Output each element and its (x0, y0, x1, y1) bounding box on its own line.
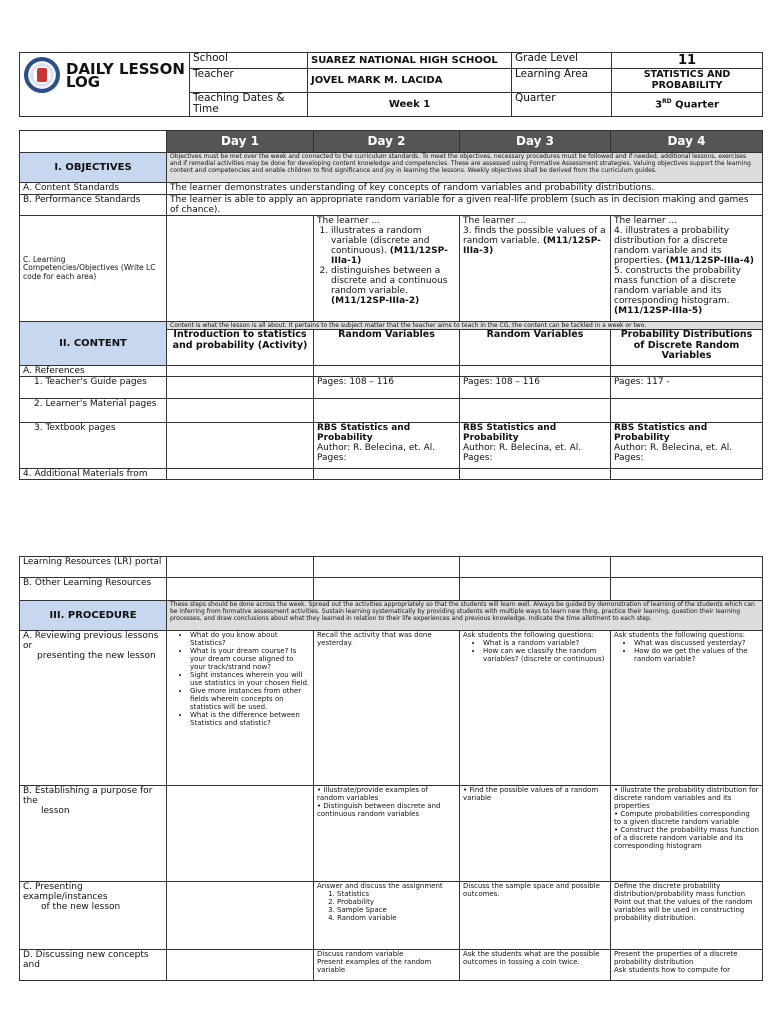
purpose-day4: • Illustrate the probability distribution for discrete random variables and its properties • Compute probabilities corresponding to a given discrete random variable • Construct the probability mass function of a discrete random variable and its corresponding histogram (611, 786, 763, 882)
learners-material-label: 2. Learner's Material pages (20, 399, 167, 423)
area-value: STATISTICS AND PROBABILITY (612, 69, 763, 93)
list-item: • What do you know about Statistics? (190, 631, 310, 647)
additional-materials-label: 4. Additional Materials from (20, 469, 167, 480)
teacher-label: Teacher (190, 69, 308, 93)
list-item: 4. Random variable (337, 914, 456, 922)
quarter-word: Quarter (671, 99, 719, 111)
reviewing-day1 (167, 631, 314, 786)
lesson-table-page2 (19, 556, 763, 981)
list-item: • Sight instances wherein you will use statistics in your chosen field. (190, 671, 310, 687)
quarter-value (612, 93, 763, 117)
document-title-line2: LOG (66, 73, 101, 91)
grade-label: Grade Level (512, 53, 612, 69)
list-item: • What is a random variable? (483, 639, 607, 647)
list-item: • How can we classify the random variables? (discrete or continuous) (483, 647, 607, 663)
day3-header: Day 3 (460, 131, 611, 153)
performance-standards-text: The learner is able to apply an appropriate random variable for a given real-life problem (such as in decision making and games of chance). (167, 195, 763, 216)
competency-item: 1. illustrates a random variable (discrete and continuous). (M11/12SP-IIIa-1) (331, 226, 456, 266)
purpose-day2: • Illustrate/provide examples of random variables • Distinguish between discrete and continuous random variables (314, 786, 460, 882)
objectives-note: Objectives must be met over the week and connected to the curriculum standards. To meet the objectives, necessary procedures must be followed and if needed, additional lessons, exercises and if remedial activities may be done for developing content knowledge and competencies. These are assessed using Formative Assessment strategies. Valuing objectives support the learning content and competencies and enable children to find significance and joy in learning the lessons. Weekly objectives shall be derived from the curriculum guides. (167, 153, 763, 183)
quarter-label: Quarter (512, 93, 612, 117)
presenting-day3: Discuss the sample space and possible outcomes. (460, 882, 611, 950)
corner-cell (20, 131, 167, 153)
content-day4: Probability Distributions of Discrete Random Variables (611, 330, 763, 366)
content-standards-text: The learner demonstrates understanding of key concepts of random variables and probability distributions. (167, 183, 763, 195)
dates-value: Week 1 (308, 93, 512, 117)
reviewing-day1-list (170, 631, 310, 727)
header-table (19, 52, 763, 117)
reviewing-day3-list (463, 639, 607, 663)
list-item: • Give more instances from other fields wherein concepts on statistics will be used. (190, 687, 310, 711)
content-standards-label: A. Content Standards (20, 183, 167, 195)
presenting-day2: Answer and discuss the assignment 1. Statistics 2. Probability 3. Sample Space 4. Random variable (314, 882, 460, 950)
references-label: A. References (20, 366, 167, 377)
quarter-suffix: RD (662, 98, 672, 106)
presenting-day4: Define the discrete probability distribution/probability mass function Point out that the values of the random variables will be used in constructing probability distribution. (611, 882, 763, 950)
content-day2: Random Variables (314, 330, 460, 366)
area-label: Learning Area (512, 69, 612, 93)
quarter-number: 3 (655, 99, 663, 111)
teachers-guide-label: 1. Teacher's Guide pages (20, 377, 167, 399)
competency-item: 2. distinguishes between a discrete and a continuous random variable. (M11/12SP-IIIa-2) (331, 266, 456, 306)
objectives-section-label: I. OBJECTIVES (20, 153, 167, 183)
lr-portal-label: Learning Resources (LR) portal (20, 557, 167, 578)
discussing-day2: Discuss random variable Present examples of the random variable (314, 950, 460, 981)
purpose-label: B. Establishing a purpose for the lesson (20, 786, 167, 882)
list-item: 1. Statistics (337, 890, 456, 898)
grade-value: 11 (612, 53, 763, 69)
lesson-table-page1 (19, 130, 763, 480)
list-item: • How do we get the values of the random variable? (634, 647, 759, 663)
content-day3: Random Variables (460, 330, 611, 366)
school-value: SUAREZ NATIONAL HIGH SCHOOL (308, 53, 512, 69)
competencies-day3: The learner ... 3. finds the possible values of a random variable. (M11/12SP-IIIa-3) (460, 216, 611, 322)
competencies-label: C. Learning Competencies/Objectives (Write LC code for each area) (20, 216, 167, 322)
logo-cell (20, 53, 190, 117)
dates-label: Teaching Dates & Time (190, 93, 308, 117)
content-section-label: II. CONTENT (20, 322, 167, 366)
reviewing-day2: Recall the activity that was done yesterday. (314, 631, 460, 786)
competencies-day2 (314, 216, 460, 322)
list-item: • What is the difference between Statistics and statistic? (190, 711, 310, 727)
procedure-note: These steps should be done across the week. Spread out the activities appropriately so that the students will learn well. Always be guided by demonstration of learning of the students which can be inferring from formative assessment activities. Sustain learning systematically by providing students with multiple ways to learn new thing, practice their learning, question their learning processes, and draw conclusions about what they learned in relation to their life experiences and previous knowledge. Indicate the time allotment to each step. (167, 601, 763, 631)
content-note: Content is what the lesson is all about. It pertains to the subject matter that the teacher aims to teach in the CG, the content can be tackled in a week or two. (167, 322, 763, 330)
document-title: DAILY LESSON (66, 60, 185, 78)
teacher-value: JOVEL MARK M. LACIDA (308, 69, 512, 93)
presenting-label: C. Presenting example/instances of the new lesson (20, 882, 167, 950)
competencies-day4: The learner ... 4. illustrates a probability distribution for a discrete random variable and its properties. (M11/12SP-IIIa-4) 5. constructs the probability mass function of a discrete random variable and its corresponding histogram. (M11/12SP-IIIa-5) (611, 216, 763, 322)
other-resources-label: B. Other Learning Resources (20, 578, 167, 601)
textbook-day3: RBS Statistics and Probability Author: R. Belecina, et. Al. Pages: (460, 423, 611, 469)
reviewing-label: A. Reviewing previous lessons or presenting the new lesson (20, 631, 167, 786)
competencies-day2-intro: The learner ... (317, 216, 381, 226)
list-item: 2. Probability (337, 898, 456, 906)
competencies-day1 (167, 216, 314, 322)
performance-standards-label: B. Performance Standards (20, 195, 167, 216)
teachers-guide-day3: Pages: 108 – 116 (460, 377, 611, 399)
content-day1: Introduction to statistics and probability (Activity) (167, 330, 314, 366)
discussing-label: D. Discussing new concepts and (20, 950, 167, 981)
list-item: • What was discussed yesterday? (634, 639, 759, 647)
list-item: 3. Sample Space (337, 906, 456, 914)
school-label: School (190, 53, 308, 69)
discussing-day4: Present the properties of a discrete probability distribution Ask students how to compute for (611, 950, 763, 981)
deped-seal-icon (24, 57, 60, 93)
textbook-pages-label: 3. Textbook pages (20, 423, 167, 469)
textbook-day4: RBS Statistics and Probability Author: R. Belecina, et. Al. Pages: (611, 423, 763, 469)
textbook-day2: RBS Statistics and Probability Author: R. Belecina, et. Al. Pages: (314, 423, 460, 469)
day2-header: Day 2 (314, 131, 460, 153)
teachers-guide-day4: Pages: 117 - (611, 377, 763, 399)
purpose-day3: • Find the possible values of a random variable (460, 786, 611, 882)
procedure-section-label: III. PROCEDURE (20, 601, 167, 631)
list-item: • What is your dream course? Is your dream course aligned to your track/strand now? (190, 647, 310, 671)
reviewing-day4-list (614, 639, 759, 663)
teachers-guide-day2: Pages: 108 – 116 (314, 377, 460, 399)
reviewing-day4: Ask students the following questions: • What was discussed yesterday? • How do we get the values of the random variable? (611, 631, 763, 786)
presenting-day2-list (317, 890, 456, 922)
day1-header: Day 1 (167, 131, 314, 153)
reviewing-day3: Ask students the following questions: • What is a random variable? • How can we classify the random variables? (discrete or continuous) (460, 631, 611, 786)
day4-header: Day 4 (611, 131, 763, 153)
discussing-day3: Ask the students what are the possible outcomes in tossing a coin twice. (460, 950, 611, 981)
